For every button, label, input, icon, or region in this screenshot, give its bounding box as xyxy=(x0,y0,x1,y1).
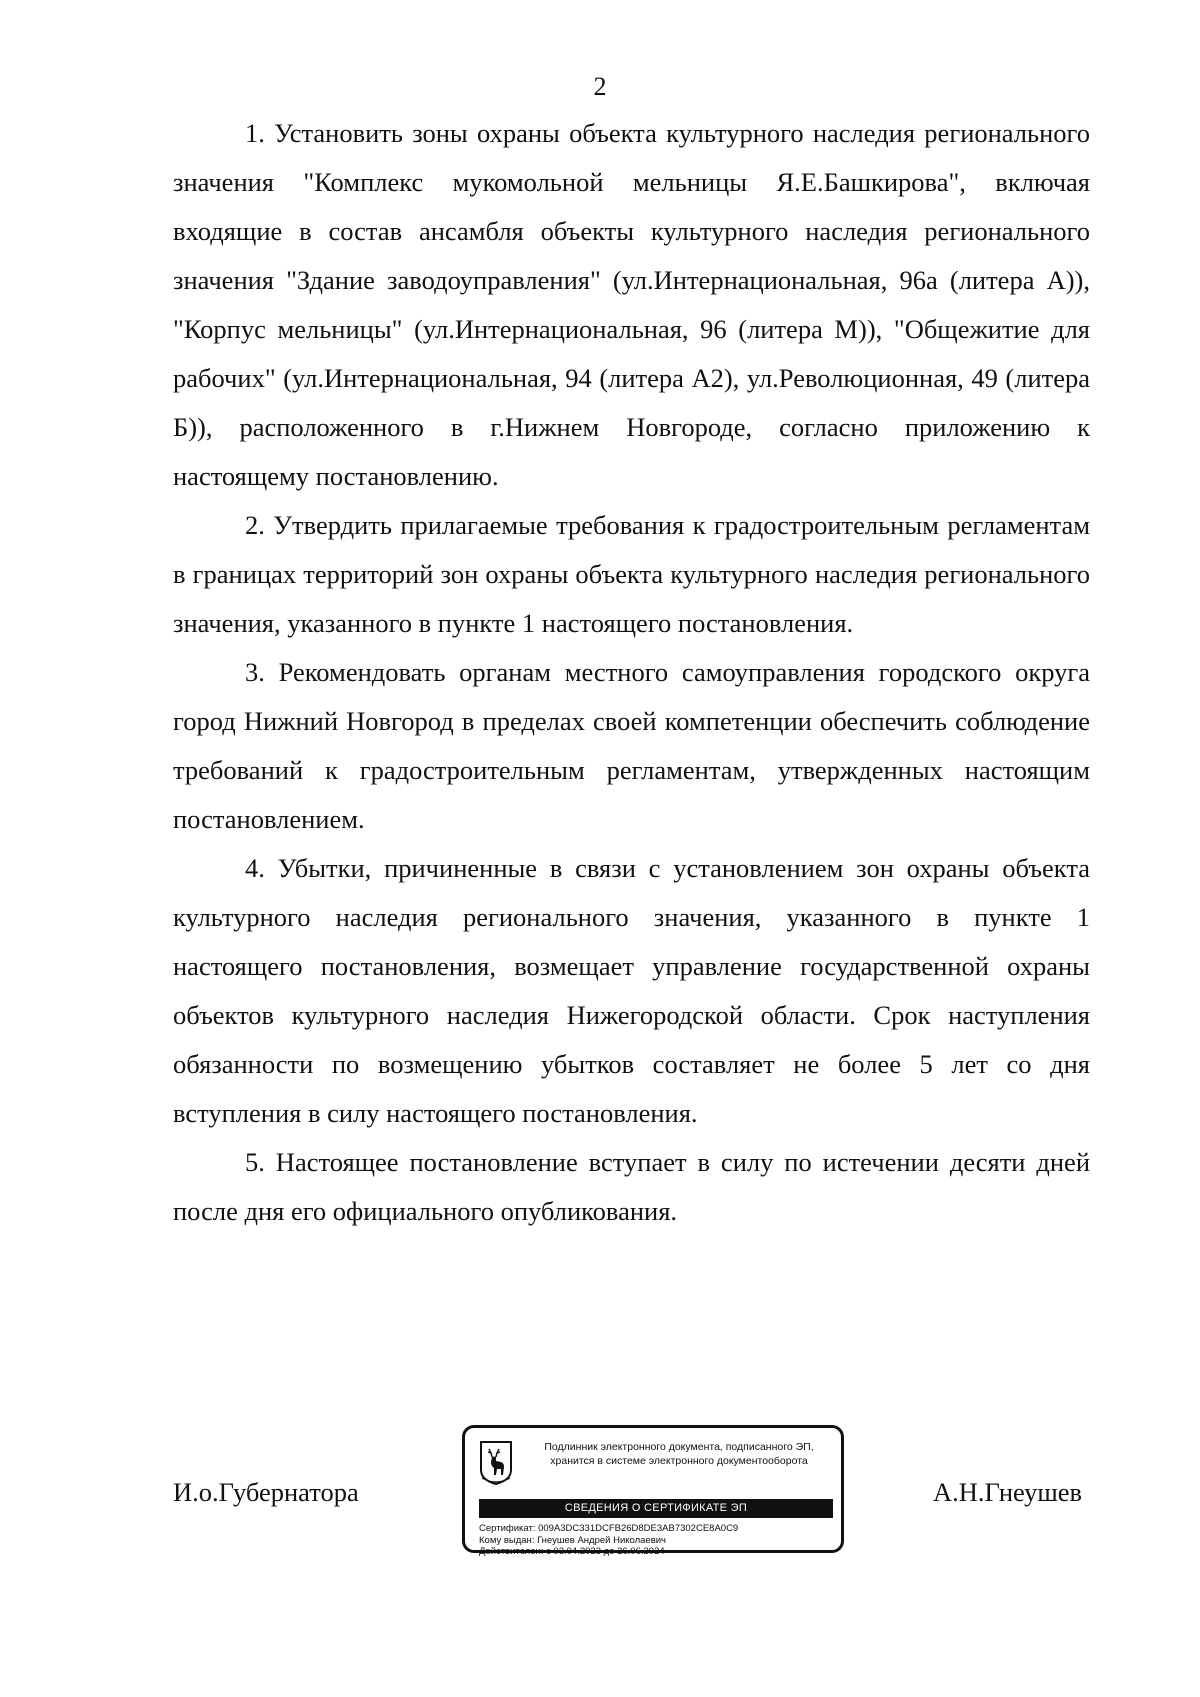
paragraph-4: 4. Убытки, причиненные в связи с установлением зон охраны объекта культурного наследия регионального значения, указанного в пункте 1 настоящего постановления, возмещает управление государственной охраны объектов культурного наследия Нижегородской области. Срок наступления обязанности по возмещению убытков составляет не более 5 лет со дня вступления в силу настоящего постановления. xyxy=(173,853,1090,1128)
page-number: 2 xyxy=(593,72,607,101)
electronic-signature-stamp xyxy=(462,1425,844,1557)
certificate-owner: Кому выдан: Гнеушев Андрей Николаевич xyxy=(479,1534,667,1546)
signatory-position: И.о.Губернатора xyxy=(173,1477,359,1507)
paragraph-1: 1. Установить зоны охраны объекта культурного наследия регионального значения "Комплекс мукомольной мельницы Я.Е.Башкирова", включая входящие в состав ансамбля объекты культурного наследия регионального значения "Здание заводоуправления" (ул.Интернациональная, 96а (литера А)), "Корпус мельницы" (ул.Интернациональная, 96 (литера М)), "Общежитие для рабочих" (ул.Интернациональная, 94 (литера А2), ул.Революционная, 49 (литера Б)), расположенного в г.Нижнем Новгороде, согласно приложению к настоящему постановлению. xyxy=(173,118,1090,491)
document-body xyxy=(173,109,1090,1236)
paragraph-5: 5. Настоящее постановление вступает в силу по истечении десяти дней после дня его официального опубликования. xyxy=(173,1147,1090,1226)
certificate-number: Сертификат: 009A3DC331DCFB26D8DE3AB7302CE8A0C9 xyxy=(479,1523,739,1534)
certificate-details xyxy=(479,1523,833,1558)
stamp-header-line: хранится в системе электронного документооборота xyxy=(550,1455,808,1467)
certificate-validity: Действителен: с 03.04.2023 до 26.06.2024 xyxy=(479,1546,665,1557)
paragraph-3: 3. Рекомендовать органам местного самоуправления городского округа город Нижний Новгород в пределах своей компетенции обеспечить соблюдение требований к градостроительным регламентам, утвержденных настоящим постановлением. xyxy=(173,657,1090,834)
stamp-header-line: Подлинник электронного документа, подписанного ЭП, xyxy=(544,1441,814,1453)
signatory-name: А.Н.Гнеушев xyxy=(933,1477,1083,1507)
stamp-header xyxy=(521,1440,837,1468)
stamp-title-bar: СВЕДЕНИЯ О СЕРТИФИКАТЕ ЭП xyxy=(479,1499,833,1518)
deer-coat-of-arms-icon xyxy=(479,1440,513,1486)
paragraph-2: 2. Утвердить прилагаемые требования к градостроительным регламентам в границах территорий зон охраны объекта культурного наследия регионального значения, указанного в пункте 1 настоящего постановления. xyxy=(173,510,1090,638)
